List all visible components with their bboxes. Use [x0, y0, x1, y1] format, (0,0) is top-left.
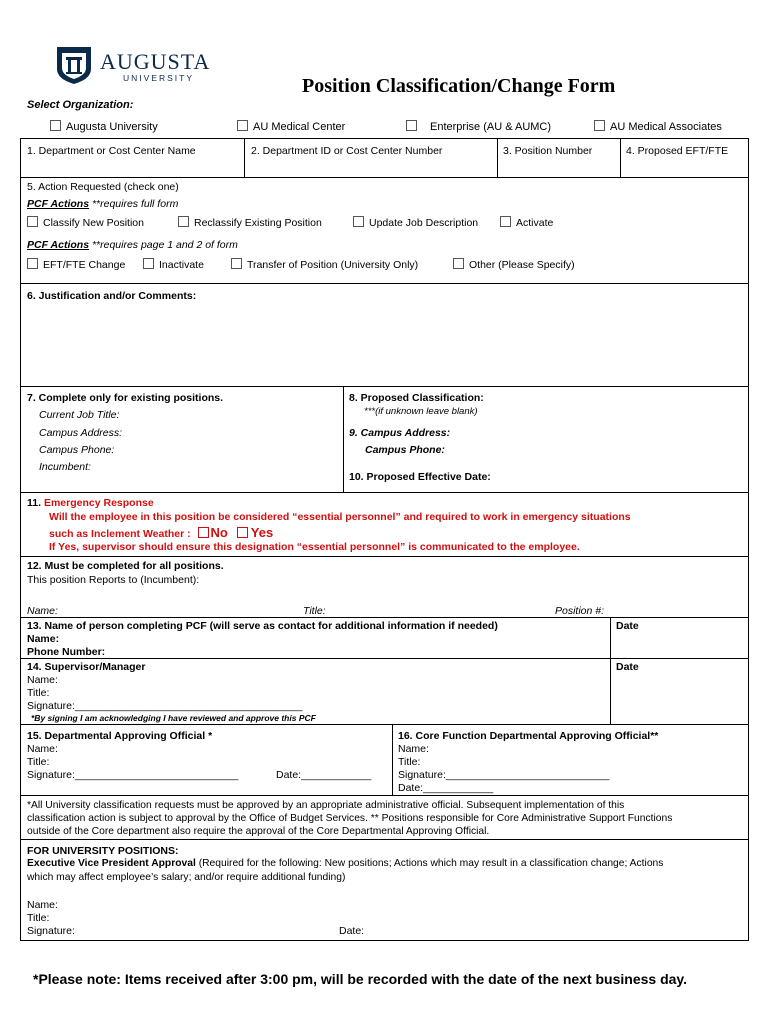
proposed-eft-field[interactable]: 4. Proposed EFT/FTE	[626, 145, 729, 157]
org-option-au-medical-associates[interactable]: AU Medical Associates	[594, 120, 722, 133]
augusta-shield-logo-icon	[55, 45, 93, 85]
evp-approval-text-cont: which may affect employee’s salary; and/or require additional funding)	[27, 872, 346, 883]
action-activate[interactable]: Activate	[500, 216, 553, 229]
core-official-title-field[interactable]: Title:	[398, 756, 421, 768]
proposed-effective-date-field[interactable]: 10. Proposed Effective Date:	[349, 471, 491, 483]
action-inactivate[interactable]: Inactivate	[143, 258, 204, 271]
supervisor-title-field[interactable]: Title:	[27, 687, 50, 699]
dept-official-title-field[interactable]: Title:	[27, 756, 50, 768]
action-classify-new[interactable]: Classify New Position	[27, 216, 144, 229]
select-organization-label: Select Organization:	[27, 99, 134, 111]
dept-official-heading: 15. Departmental Approving Official *	[27, 730, 213, 742]
position-info-row	[20, 138, 749, 178]
checkbox-icon[interactable]	[237, 527, 248, 538]
org-option-au-medical-center[interactable]: AU Medical Center	[237, 120, 345, 133]
core-official-date-field[interactable]: Date:____________	[398, 782, 494, 794]
action-other[interactable]: Other (Please Specify)	[453, 258, 575, 271]
reports-position-number-field[interactable]: Position #:	[555, 605, 605, 617]
checkbox-icon[interactable]	[178, 216, 189, 227]
proposed-classification-note: ***(if unknown leave blank)	[364, 406, 478, 417]
checkbox-icon[interactable]	[406, 120, 417, 131]
org-option-enterprise[interactable]: Enterprise (AU & AUMC)	[406, 120, 551, 133]
proposed-campus-address-field[interactable]: 9. Campus Address:	[349, 427, 451, 439]
core-official-heading: 16. Core Function Departmental Approving Official**	[398, 730, 659, 742]
justification-label: 6. Justification and/or Comments:	[27, 290, 197, 302]
completing-date-field[interactable]: Date	[616, 620, 639, 632]
evp-approval-text: Executive Vice President Approval (Required for the following: New positions; Actions which may result in a classification change; Actions	[27, 858, 664, 869]
core-official-signature-field[interactable]: Signature:____________________________	[398, 769, 610, 781]
reports-subheading: This position Reports to (Incumbent):	[27, 574, 200, 586]
checkbox-icon[interactable]	[198, 527, 209, 538]
action-eft-change[interactable]: EFT/FTE Change	[27, 258, 125, 271]
completing-person-heading: 13. Name of person completing PCF (will serve as contact for additional information if needed)	[27, 620, 498, 632]
emergency-yes-option[interactable]: Yes	[237, 525, 273, 540]
department-id-field[interactable]: 2. Department ID or Cost Center Number	[251, 145, 443, 157]
current-job-title-field[interactable]: Current Job Title:	[39, 409, 120, 421]
completing-phone-field[interactable]: Phone Number:	[27, 646, 106, 658]
emergency-no-option[interactable]: No	[198, 525, 228, 540]
supervisor-acknowledgement: *By signing I am acknowledging I have reviewed and approve this PCF	[31, 713, 316, 723]
current-campus-phone-field[interactable]: Campus Phone:	[39, 444, 115, 456]
pcf-actions-full-label: PCF Actions **requires full form	[27, 198, 179, 210]
action-requested-heading: 5. Action Requested (check one)	[27, 181, 179, 193]
action-update-job-description[interactable]: Update Job Description	[353, 216, 478, 229]
emergency-question: Will the employee in this position be considered “essential personnel” and required to work in emergency situations	[49, 511, 631, 523]
checkbox-icon[interactable]	[594, 120, 605, 131]
org-option-augusta-university[interactable]: Augusta University	[50, 120, 158, 133]
university-positions-heading: FOR UNIVERSITY POSITIONS:	[27, 845, 179, 857]
department-name-field[interactable]: 1. Department or Cost Center Name	[27, 145, 196, 157]
reports-name-field[interactable]: Name:	[27, 605, 58, 617]
pcf-actions-partial-label: PCF Actions **requires page 1 and 2 of form	[27, 239, 238, 251]
action-reclassify[interactable]: Reclassify Existing Position	[178, 216, 322, 229]
core-official-name-field[interactable]: Name:	[398, 743, 429, 755]
supervisor-signature-field[interactable]: Signature:_______________________________________	[27, 700, 303, 712]
footnote-line-1: *All University classification requests must be approved by an appropriate administrative official. Subsequent implementation of this	[27, 800, 625, 811]
dept-official-signature-field[interactable]: Signature:____________________________	[27, 769, 239, 781]
emergency-heading: 11. Emergency Response	[27, 497, 154, 509]
emergency-question-cont: such as Inclement Weather : No Yes	[49, 525, 274, 540]
emergency-instruction: If Yes, supervisor should ensure this designation “essential personnel” is communicated to the employee.	[49, 541, 580, 553]
dept-official-date-field[interactable]: Date:____________	[276, 769, 372, 781]
evp-signature-field[interactable]: Signature:	[27, 925, 75, 937]
checkbox-icon[interactable]	[27, 216, 38, 227]
footnote-line-2: classification action is subject to approval by the Office of Budget Services. ** Positions responsible for Core Administrative Support Functions	[27, 813, 673, 824]
existing-positions-heading: 7. Complete only for existing positions.	[27, 392, 224, 404]
checkbox-icon[interactable]	[353, 216, 364, 227]
action-transfer[interactable]: Transfer of Position (University Only)	[231, 258, 418, 271]
evp-date-field[interactable]: Date:	[339, 925, 365, 937]
deadline-notice: *Please note: Items received after 3:00 pm, will be recorded with the date of the next business day.	[33, 971, 688, 987]
reports-heading: 12. Must be completed for all positions.	[27, 560, 224, 572]
footnote-line-3: outside of the Core department also require the approval of the Core Departmental Approving Official.	[27, 826, 490, 837]
checkbox-icon[interactable]	[500, 216, 511, 227]
supervisor-date-field[interactable]: Date	[616, 661, 639, 673]
proposed-classification-field[interactable]: 8. Proposed Classification:	[349, 392, 484, 404]
current-campus-address-field[interactable]: Campus Address:	[39, 427, 123, 439]
form-title: Position Classification/Change Form	[302, 75, 616, 97]
logo-wordmark: AUGUSTA	[100, 49, 211, 74]
checkbox-icon[interactable]	[453, 258, 464, 269]
supervisor-name-field[interactable]: Name:	[27, 674, 58, 686]
position-number-field[interactable]: 3. Position Number	[503, 145, 593, 157]
logo-subtitle: UNIVERSITY	[123, 73, 195, 83]
proposed-campus-phone-field[interactable]: Campus Phone:	[365, 444, 445, 456]
supervisor-heading: 14. Supervisor/Manager	[27, 661, 146, 673]
checkbox-icon[interactable]	[143, 258, 154, 269]
dept-official-name-field[interactable]: Name:	[27, 743, 58, 755]
completing-name-field[interactable]: Name:	[27, 633, 60, 645]
incumbent-field[interactable]: Incumbent:	[39, 461, 91, 473]
checkbox-icon[interactable]	[50, 120, 61, 131]
evp-name-field[interactable]: Name:	[27, 899, 58, 911]
checkbox-icon[interactable]	[231, 258, 242, 269]
evp-title-field[interactable]: Title:	[27, 912, 50, 924]
checkbox-icon[interactable]	[237, 120, 248, 131]
reports-title-field[interactable]: Title:	[303, 605, 326, 617]
checkbox-icon[interactable]	[27, 258, 38, 269]
